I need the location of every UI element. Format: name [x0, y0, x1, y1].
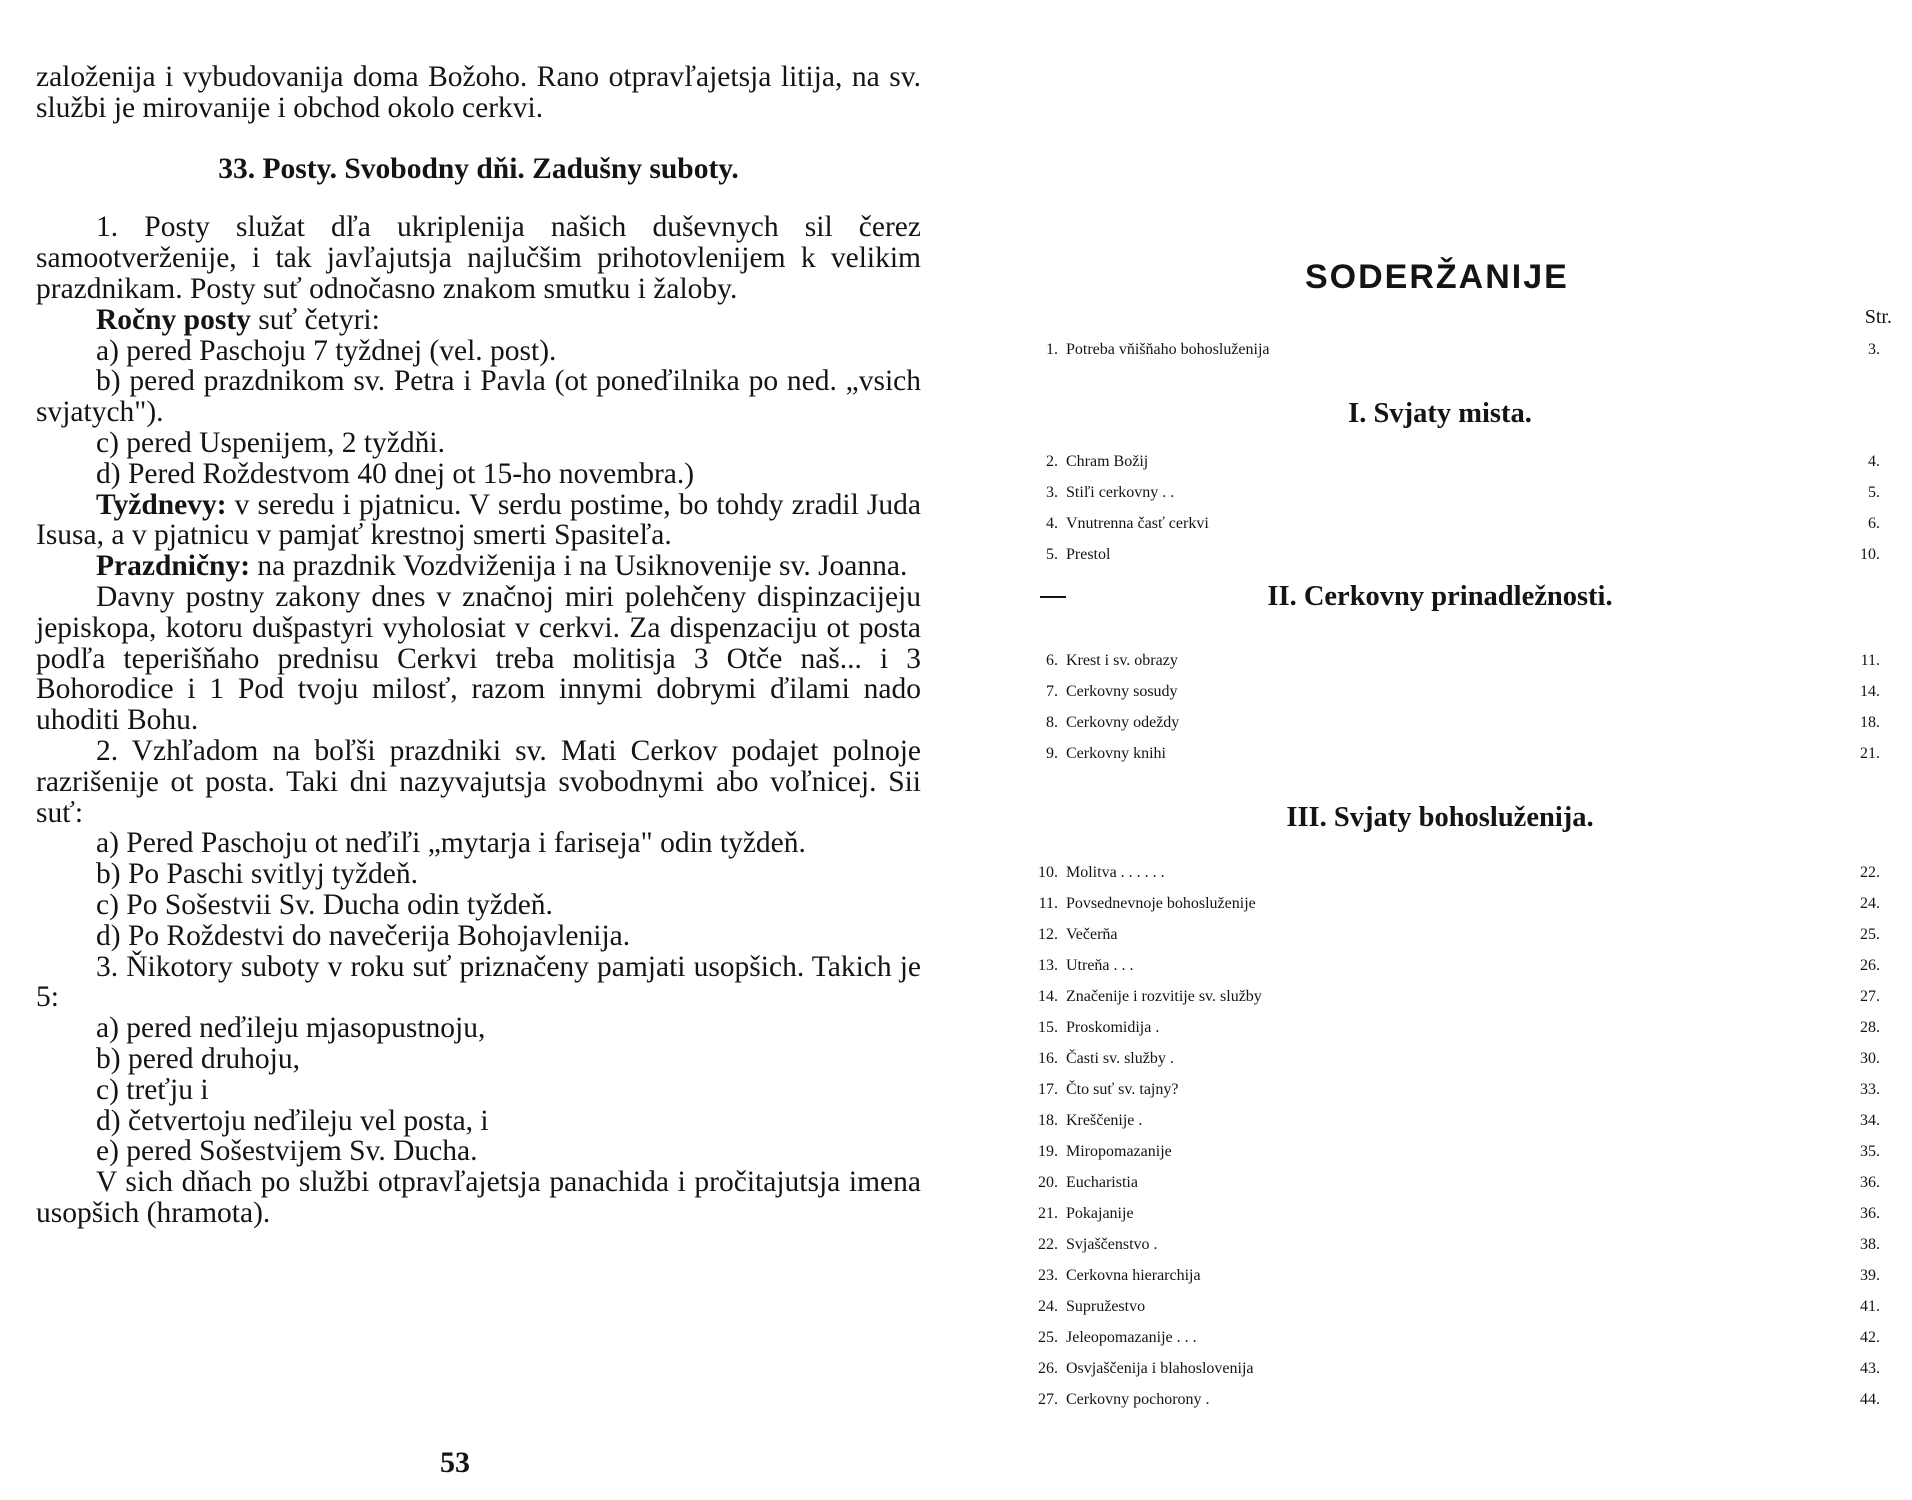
toc-entry-label: Chram Božij	[1066, 453, 1149, 470]
toc-entry-number: 16.	[1038, 1050, 1058, 1067]
toc-entry-label: Molitva . . . . . .	[1066, 864, 1165, 881]
toc-entry-label: Supružestvo	[1066, 1298, 1146, 1315]
free-day-item: b) Po Paschi svitlyj tyždeň.	[96, 858, 419, 891]
toc-entry-label: Cerkovny sosudy	[1066, 683, 1178, 700]
toc-entry-number: 5.	[1046, 546, 1058, 563]
annual-fast-item: d) Pered Roždestvom 40 dnej ot 15-ho novembra.)	[96, 457, 695, 490]
continuation-paragraph: založenija i vybudovanija doma Božoho. Rano otpravľajetsja litija, na sv. službi je mirovanije i obchod okolo cerkvi.	[36, 61, 921, 124]
toc-entry-number: 7.	[1046, 683, 1058, 700]
dispensation-paragraph: Davny postny zakony dnes v značnoj miri polehčeny dispinzacijeju jepiskopa, kotoru dušpastyri vyholosiat v cerkvi. Za dispenzaciju ot posta podľa teperišňaho prednisu Cerkvi treba molitisja 3 Otče naš... i 3 Bohorodice i 1 Pod tvoju milosť, razom innymi dobrymi ďilami nado uhoditi Bohu.	[36, 580, 921, 737]
toc-entry-page: 38.	[1860, 1236, 1880, 1253]
toc-entry	[1000, 1260, 1880, 1291]
toc-entry-number: 25.	[1038, 1329, 1058, 1346]
toc-entry	[1000, 1105, 1880, 1136]
toc-entry-page: 42.	[1860, 1329, 1880, 1346]
feast-fasts-paragraph	[36, 551, 921, 582]
section-heading: 33. Posty. Svobodny dňi. Zadušny suboty.	[218, 152, 739, 185]
memorial-saturday-item: c) treťju i	[96, 1073, 209, 1106]
toc-entry-page: 3.	[1868, 341, 1880, 358]
toc-entry-page: 26.	[1860, 957, 1880, 974]
toc-entry-label: Cerkovna hierarchija	[1066, 1267, 1201, 1284]
toc-entry-page: 27.	[1860, 988, 1880, 1005]
toc-entry-page: 39.	[1860, 1267, 1880, 1284]
toc-entry	[1000, 950, 1880, 981]
toc-entry-label: Osvjaščenija i blahoslovenija	[1066, 1360, 1254, 1377]
toc-entry	[1000, 1384, 1880, 1415]
toc-entry-label: Utreňa . . .	[1066, 957, 1134, 974]
toc-entry-number: 14.	[1038, 988, 1058, 1005]
toc-entry-label: Cerkovny odeždy	[1066, 714, 1180, 731]
toc-entry	[1000, 1322, 1880, 1353]
toc-entry-label: Časti sv. služby .	[1066, 1050, 1174, 1067]
toc-entry-label: Eucharistia	[1066, 1174, 1138, 1191]
toc-entry-page: 41.	[1860, 1298, 1880, 1315]
toc-entry-page: 30.	[1860, 1050, 1880, 1067]
toc-entry-page: 33.	[1860, 1081, 1880, 1098]
toc-entry-number: 3.	[1046, 484, 1058, 501]
annual-fast-item: a) pered Paschoju 7 tyždnej (vel. post).	[96, 334, 557, 367]
final-paragraph: V sich dňach po službi otpravľajetsja panachida i pročitajutsja imena usopšich (hramota).	[36, 1166, 921, 1229]
toc-entry-page: 36.	[1860, 1205, 1880, 1222]
toc-entry-number: 1.	[1046, 341, 1058, 358]
memorial-saturday-item: b) pered druhoju,	[96, 1042, 300, 1075]
toc-entry-page: 25.	[1860, 926, 1880, 943]
toc-intro	[1000, 334, 1880, 365]
toc-entry	[1000, 1012, 1880, 1043]
toc-entry	[1000, 1167, 1880, 1198]
toc-entry	[1000, 919, 1880, 950]
toc-entry	[1000, 1229, 1880, 1260]
toc-entry	[1000, 1291, 1880, 1322]
toc-entry-label: Jeleopomazanije . . .	[1066, 1329, 1197, 1346]
toc-entry-page: 11.	[1860, 652, 1880, 669]
toc-entry	[1000, 539, 1880, 570]
toc-entry-label: Stiľi cerkovny . .	[1066, 484, 1175, 501]
toc-entry-page: 28.	[1860, 1019, 1880, 1036]
toc-entry-page: 10.	[1860, 546, 1880, 563]
toc-entry-number: 20.	[1038, 1174, 1058, 1191]
toc-entry	[1000, 676, 1880, 707]
toc-entry-number: 11.	[1038, 895, 1058, 912]
toc-entry	[1000, 981, 1880, 1012]
toc-entry-number: 9.	[1046, 745, 1058, 762]
toc-entry-number: 18.	[1038, 1112, 1058, 1129]
toc-section-entries	[1000, 645, 1880, 769]
toc-entry	[1000, 1198, 1880, 1229]
toc-entry-label: Vnutrenna časť cerkvi	[1066, 515, 1209, 532]
toc-entry-number: 17.	[1038, 1081, 1058, 1098]
toc-entry	[1000, 1043, 1880, 1074]
weekly-fasts-paragraph	[36, 490, 921, 552]
toc-entry-page: 24.	[1860, 895, 1880, 912]
toc-entry	[1000, 446, 1880, 477]
feast-fasts-label: Prazdničny:	[96, 550, 251, 583]
fasts-paragraph-1: 1. Posty služat dľa ukriplenija našich duševnych sil čerez samootverženije, i tak javľajutsja najlučšim prihotovlenijem k velikim prazdnikam. Posty suť odnočasno znakom smutku i žaloby.	[36, 211, 921, 305]
toc-section-entries	[1000, 857, 1880, 1415]
free-day-item: c) Po Sošestvii Sv. Ducha odin tyždeň.	[96, 888, 553, 921]
toc-entry	[1000, 645, 1880, 676]
toc-entry-label: Svjaščenstvo .	[1066, 1236, 1158, 1253]
toc-entry-label: Večerňa	[1066, 926, 1118, 943]
free-day-item: a) Pered Paschoju ot neďiľi „mytarja i fariseja" odin tyždeň.	[96, 827, 806, 860]
memorial-saturday-item: e) pered Sošestvijem Sv. Ducha.	[96, 1135, 478, 1168]
page-number: 53	[440, 1446, 470, 1479]
annual-fast-item: b) pered prazdnikom sv. Petra i Pavla (ot poneďilnika po ned. „vsich svjatych").	[36, 365, 921, 429]
memorial-saturdays-paragraph: 3. Ňikotory suboty v roku suť priznačeny pamjati usopšich. Takich je 5:	[36, 950, 921, 1014]
toc-entry	[1000, 477, 1880, 508]
toc-entry-label: Cerkovny pochorony .	[1066, 1391, 1210, 1408]
toc-entry	[1000, 1074, 1880, 1105]
annual-fast-item: c) pered Uspenijem, 2 tyždňi.	[96, 426, 445, 459]
toc-entry-number: 6.	[1046, 652, 1058, 669]
toc-section-heading: III. Svjaty bohosluženija.	[1286, 802, 1594, 833]
toc-entry-label: Krest i sv. obrazy	[1066, 652, 1178, 669]
toc-title: SODERŽANIJE	[1305, 258, 1569, 296]
toc-entry-page: 4.	[1868, 453, 1880, 470]
toc-entry-page: 44.	[1860, 1391, 1880, 1408]
toc-entry-label: Miropomazanije	[1066, 1143, 1172, 1160]
toc-entry-page: 21.	[1860, 745, 1880, 762]
toc-entry-page: 43.	[1860, 1360, 1880, 1377]
toc-entry-label: Proskomidija .	[1066, 1019, 1160, 1036]
toc-section-heading: II. Cerkovny prinadležnosti.	[1267, 581, 1613, 612]
toc-entry-label: Potreba vňišňaho bohosluženija	[1066, 341, 1270, 358]
annual-fasts-line	[36, 305, 921, 336]
feast-fasts-text: na prazdnik Vozdviženija i na Usiknovenije sv. Joanna.	[250, 550, 908, 583]
toc-entry-label: Povsednevnoje bohosluženije	[1066, 895, 1256, 912]
toc-entry-page: 36.	[1860, 1174, 1880, 1191]
toc-entry-page: 6.	[1868, 515, 1880, 532]
weekly-fasts-text: v seredu i pjatnicu. V serdu postime, bo tohdy zradil Juda Isusa, a v pjatnicu v pamjať krestnoj smerti Spasiteľa.	[36, 488, 921, 552]
toc-entry-number: 15.	[1038, 1019, 1058, 1036]
toc-section-heading: I. Svjaty mista.	[1348, 398, 1532, 429]
toc-entry-number: 27.	[1038, 1391, 1058, 1408]
weekly-fasts-label: Tyždnevy:	[96, 488, 227, 521]
toc-entry-number: 23.	[1038, 1267, 1058, 1284]
toc-entry	[1000, 508, 1880, 539]
toc-entry-page: 18.	[1860, 714, 1880, 731]
memorial-saturday-item: a) pered neďileju mjasopustnoju,	[96, 1012, 486, 1045]
toc-entry-label: Cerkovny knihi	[1066, 745, 1166, 762]
toc-entry-number: 8.	[1046, 714, 1058, 731]
toc-entry-page: 14.	[1860, 683, 1880, 700]
toc-entry-number: 13.	[1038, 957, 1058, 974]
toc-entry-label: Pokajanije	[1066, 1205, 1134, 1222]
toc-entry-label: Prestol	[1066, 546, 1111, 563]
toc-entry-number: 26.	[1038, 1360, 1058, 1377]
toc-entry	[1000, 1353, 1880, 1384]
toc-entry	[1000, 738, 1880, 769]
toc-entry-label: Značenije i rozvitije sv. služby	[1066, 988, 1262, 1005]
toc-entry-number: 24.	[1038, 1298, 1058, 1315]
toc-entry-number: 4.	[1046, 515, 1058, 532]
toc-section-entries	[1000, 446, 1880, 570]
toc-entry	[1000, 857, 1880, 888]
toc-entry-page: 5.	[1868, 484, 1880, 501]
annual-fasts-text: suť četyri:	[250, 303, 380, 336]
toc-entry	[1000, 1136, 1880, 1167]
toc-entry-page: 22.	[1860, 864, 1880, 881]
free-days-paragraph: 2. Vzhľadom na boľši prazdniki sv. Mati Cerkov podajet polnoje razrišenije ot posta. Taki dni nazyvajutsja svobodnymi abo voľnicej. Sii suť:	[36, 734, 921, 829]
toc-entry-number: 10.	[1038, 864, 1058, 881]
toc-entry	[1000, 334, 1880, 365]
left-page	[36, 62, 921, 1229]
toc-entry-number: 2.	[1046, 453, 1058, 470]
toc-entry-label: Čto suť sv. tajny?	[1066, 1081, 1179, 1098]
toc-entry-number: 21.	[1038, 1205, 1058, 1222]
toc-entry	[1000, 707, 1880, 738]
toc-entry-page: 35.	[1860, 1143, 1880, 1160]
memorial-saturday-item: d) četvertoju neďileju vel posta, i	[96, 1104, 489, 1137]
annual-fasts-label: Ročny posty	[96, 303, 251, 336]
page-column-label: Str.	[1864, 306, 1892, 328]
toc-entry-number: 12.	[1038, 926, 1058, 943]
toc-entry-label: Kreščenije .	[1066, 1112, 1143, 1129]
toc-entry	[1000, 888, 1880, 919]
toc-entry-number: 19.	[1038, 1143, 1058, 1160]
toc-entry-number: 22.	[1038, 1236, 1058, 1253]
toc-entry-page: 34.	[1860, 1112, 1880, 1129]
free-day-item: d) Po Roždestvi do navečerija Bohojavlenija.	[96, 919, 631, 952]
